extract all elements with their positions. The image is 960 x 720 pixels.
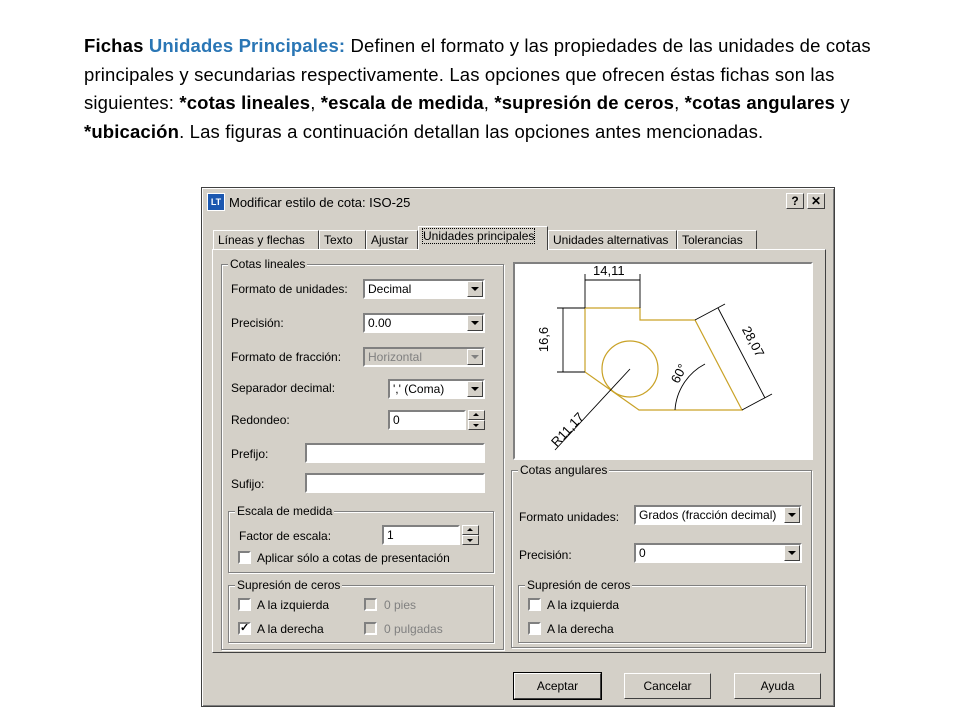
chevron-down-icon[interactable] — [467, 315, 483, 331]
supresion-ceros-lineal-group — [228, 578, 494, 643]
sep-2: , — [483, 92, 495, 113]
redondeo-label: Redondeo: — [231, 413, 290, 427]
cotas-angulares-group — [511, 463, 812, 648]
spin-down-icon[interactable] — [468, 420, 485, 430]
dim-right-label: 28,07 — [739, 323, 768, 360]
sep-4: y — [835, 92, 850, 113]
fichas-word: Fichas — [84, 35, 144, 56]
izquierda-angular-checkbox[interactable] — [528, 598, 541, 611]
dimension-preview — [513, 262, 813, 460]
escala-medida-label: Escala de medida — [237, 504, 333, 518]
formato-angular-select[interactable] — [634, 505, 802, 525]
precision-angular-label: Precisión: — [519, 548, 572, 562]
dim-left-label: 16,6 — [536, 326, 552, 353]
tab-label: Unidades principales — [423, 229, 535, 243]
paragraph-text-1: Definen el formato y las propiedades de las unidades de cotas principales y secundarias respectivamente. Las opciones que ofrecen éstas fichas son las siguientes: — [84, 35, 871, 113]
chevron-down-icon[interactable] — [784, 545, 800, 561]
precision-label: Precisión: — [231, 316, 284, 330]
unidades-principales-heading: Unidades Principales: — [148, 35, 346, 56]
supresion-term: *supresión de ceros — [494, 92, 675, 113]
redondeo-spinner[interactable] — [468, 410, 485, 430]
factor-escala-label: Factor de escala: — [239, 529, 332, 543]
close-button[interactable]: ✕ — [807, 193, 825, 209]
tab-texto[interactable] — [319, 230, 366, 249]
supresion-ceros-angular-group — [518, 578, 806, 643]
separador-decimal-value: ',' (Coma) — [393, 382, 445, 396]
slide-paragraph — [84, 32, 924, 146]
chevron-down-icon[interactable] — [467, 381, 483, 397]
ayuda-button[interactable]: Ayuda — [734, 673, 821, 699]
checkmark-icon: ✓ — [240, 622, 250, 634]
supresion-angular-label: Supresión de ceros — [527, 578, 631, 592]
pies-label: 0 pies — [384, 598, 417, 612]
title-bar[interactable] — [205, 191, 831, 213]
tab-tolerancias[interactable] — [677, 230, 757, 249]
aplicar-checkbox[interactable] — [238, 551, 251, 564]
cotas-lineales-group — [221, 257, 504, 650]
chevron-down-icon[interactable] — [784, 507, 800, 523]
tab-label: Tolerancias — [682, 233, 743, 247]
formato-fraccion-select[interactable] — [363, 347, 485, 367]
aceptar-button[interactable]: Aceptar — [514, 673, 601, 699]
escala-medida-group — [228, 504, 494, 573]
app-icon: LT — [207, 193, 225, 211]
formato-unidades-label: Formato de unidades: — [231, 282, 348, 296]
angulares-term: *cotas angulares — [684, 92, 836, 113]
sep-3: , — [674, 92, 685, 113]
cotas-angulares-label: Cotas angulares — [520, 463, 608, 477]
preview-shape — [585, 308, 742, 410]
derecha-checkbox[interactable] — [238, 622, 251, 635]
factor-escala-input[interactable]: 1 — [382, 525, 460, 545]
formato-angular-value: Grados (fracción decimal) — [639, 508, 777, 522]
formato-fraccion-label: Formato de fracción: — [231, 350, 342, 364]
escala-term: *escala de medida — [320, 92, 484, 113]
dialog-title: Modificar estilo de cota: ISO-25 — [229, 194, 411, 210]
pulgadas-checkbox[interactable] — [364, 622, 377, 635]
prefijo-label: Prefijo: — [231, 447, 269, 461]
izquierda-label: A la izquierda — [257, 598, 330, 612]
tab-label: Líneas y flechas — [218, 233, 305, 247]
tab-unidades-alternativas[interactable] — [548, 230, 677, 249]
radius-label: R11,17 — [548, 409, 587, 450]
precision-angular-select[interactable] — [634, 543, 802, 563]
tab-lineas-y-flechas[interactable] — [213, 230, 319, 249]
cotas-lineales-label: Cotas lineales — [230, 257, 306, 271]
sufijo-label: Sufijo: — [231, 477, 265, 491]
cancelar-button[interactable]: Cancelar — [624, 673, 711, 699]
precision-select[interactable] — [363, 313, 485, 333]
spin-up-icon[interactable] — [462, 525, 479, 535]
dimension-style-dialog — [201, 187, 835, 707]
spin-up-icon[interactable] — [468, 410, 485, 420]
derecha-label: A la derecha — [257, 622, 324, 636]
prefijo-input[interactable] — [305, 443, 485, 463]
paragraph-text-2: . Las figuras a continuación detallan las opciones antes mencionadas. — [179, 120, 764, 142]
izquierda-angular-label: A la izquierda — [547, 598, 620, 612]
pulgadas-label: 0 pulgadas — [384, 622, 443, 636]
aplicar-label: Aplicar sólo a cotas de presentación — [257, 551, 450, 565]
izquierda-checkbox[interactable] — [238, 598, 251, 611]
formato-unidades-select[interactable] — [363, 279, 485, 299]
help-button[interactable]: ? — [786, 193, 804, 209]
formato-fraccion-value: Horizontal — [368, 350, 423, 364]
derecha-angular-checkbox[interactable] — [528, 622, 541, 635]
factor-escala-spinner[interactable] — [462, 525, 479, 545]
ubicacion-term: *ubicación — [84, 120, 180, 142]
chevron-down-icon[interactable] — [467, 349, 483, 365]
spin-down-icon[interactable] — [462, 535, 479, 545]
preview-dimensions — [555, 274, 772, 450]
angle-label: 60° — [667, 361, 691, 386]
precision-angular-value: 0 — [639, 546, 646, 560]
sufijo-input[interactable] — [305, 473, 485, 493]
pies-checkbox[interactable] — [364, 598, 377, 611]
tab-label: Texto — [324, 233, 353, 247]
supresion-lineal-label: Supresión de ceros — [237, 578, 341, 592]
tab-unidades-principales[interactable] — [418, 226, 548, 250]
cotas-lineales-term: *cotas lineales — [179, 92, 311, 113]
tab-label: Unidades alternativas — [553, 233, 669, 247]
tab-ajustar[interactable] — [366, 230, 418, 249]
tab-label: Ajustar — [371, 233, 409, 247]
sep-1: , — [310, 92, 321, 113]
separador-decimal-select[interactable] — [388, 379, 485, 399]
tab-panel — [212, 249, 826, 653]
chevron-down-icon[interactable] — [467, 281, 483, 297]
formato-unidades-value: Decimal — [368, 282, 412, 296]
derecha-angular-label: A la derecha — [547, 622, 614, 636]
separador-decimal-label: Separador decimal: — [231, 381, 336, 395]
dim-top-label: 14,11 — [593, 263, 625, 278]
precision-value: 0.00 — [368, 316, 392, 330]
formato-angular-label: Formato unidades: — [519, 510, 620, 524]
redondeo-input[interactable]: 0 — [388, 410, 466, 430]
